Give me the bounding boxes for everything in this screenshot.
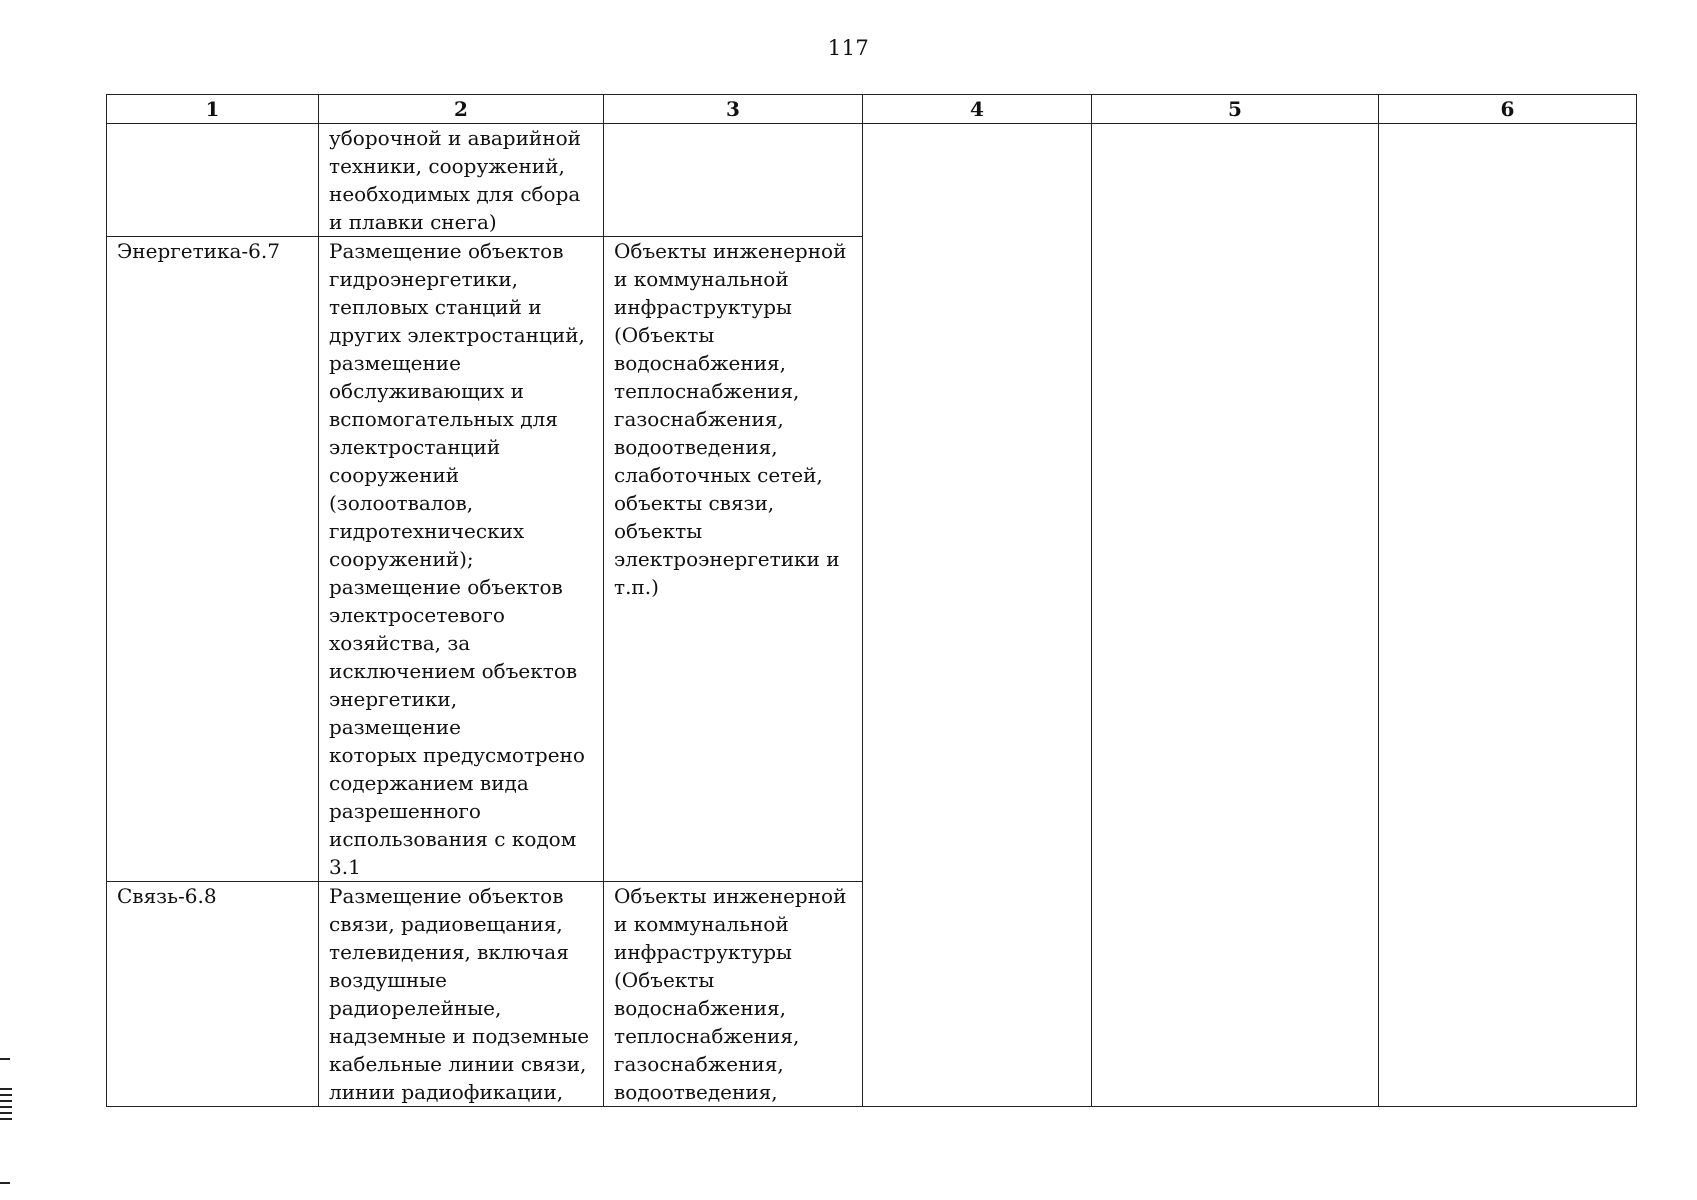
table-row bbox=[107, 124, 1637, 237]
column-header-3: 3 bbox=[604, 95, 863, 124]
permitted-objects-cell: Объекты инженерной и коммунальной инфраструктуры (Объекты водоснабжения, теплоснабжения, газоснабжения, водоотведения, bbox=[604, 882, 863, 1107]
permitted-objects-cell bbox=[604, 124, 863, 237]
scan-binding-marks bbox=[0, 1058, 12, 1188]
land-use-type-cell: Энергетика-6.7 bbox=[107, 237, 319, 882]
column-6-cell bbox=[1379, 124, 1637, 1107]
column-header-6: 6 bbox=[1379, 95, 1637, 124]
land-use-description-cell: Размещение объектов связи, радиовещания, телевидения, включая воздушные радиорелейные, надземные и подземные кабельные линии связи, линии радиофикации, bbox=[319, 882, 604, 1107]
land-use-type-cell: Связь-6.8 bbox=[107, 882, 319, 1107]
column-5-cell bbox=[1092, 124, 1379, 1107]
land-use-type-cell bbox=[107, 124, 319, 237]
zoning-table bbox=[106, 94, 1637, 1107]
column-header-4: 4 bbox=[863, 95, 1092, 124]
page-number: 117 bbox=[827, 36, 870, 60]
column-header-5: 5 bbox=[1092, 95, 1379, 124]
table-header-row bbox=[107, 95, 1637, 124]
column-header-1: 1 bbox=[107, 95, 319, 124]
land-use-description-cell: уборочной и аварийной техники, сооружений, необходимых для сбора и плавки снега) bbox=[319, 124, 604, 237]
land-use-description-cell: Размещение объектов гидроэнергетики, тепловых станций и других электростанций, размещение обслуживающих и вспомогательных для электростанций сооружений (золоотвалов, гидротехнических сооружений); размещение объектов электросетевого хозяйства, за исключением объектов энергетики, размещение которых предусмотрено содержанием вида разрешенного использования с кодом 3.1 bbox=[319, 237, 604, 882]
permitted-objects-cell: Объекты инженерной и коммунальной инфраструктуры (Объекты водоснабжения, теплоснабжения, газоснабжения, водоотведения, слаботочных сетей, объекты связи, объекты электроэнергетики и т.п.) bbox=[604, 237, 863, 882]
column-header-2: 2 bbox=[319, 95, 604, 124]
column-4-cell bbox=[863, 124, 1092, 1107]
